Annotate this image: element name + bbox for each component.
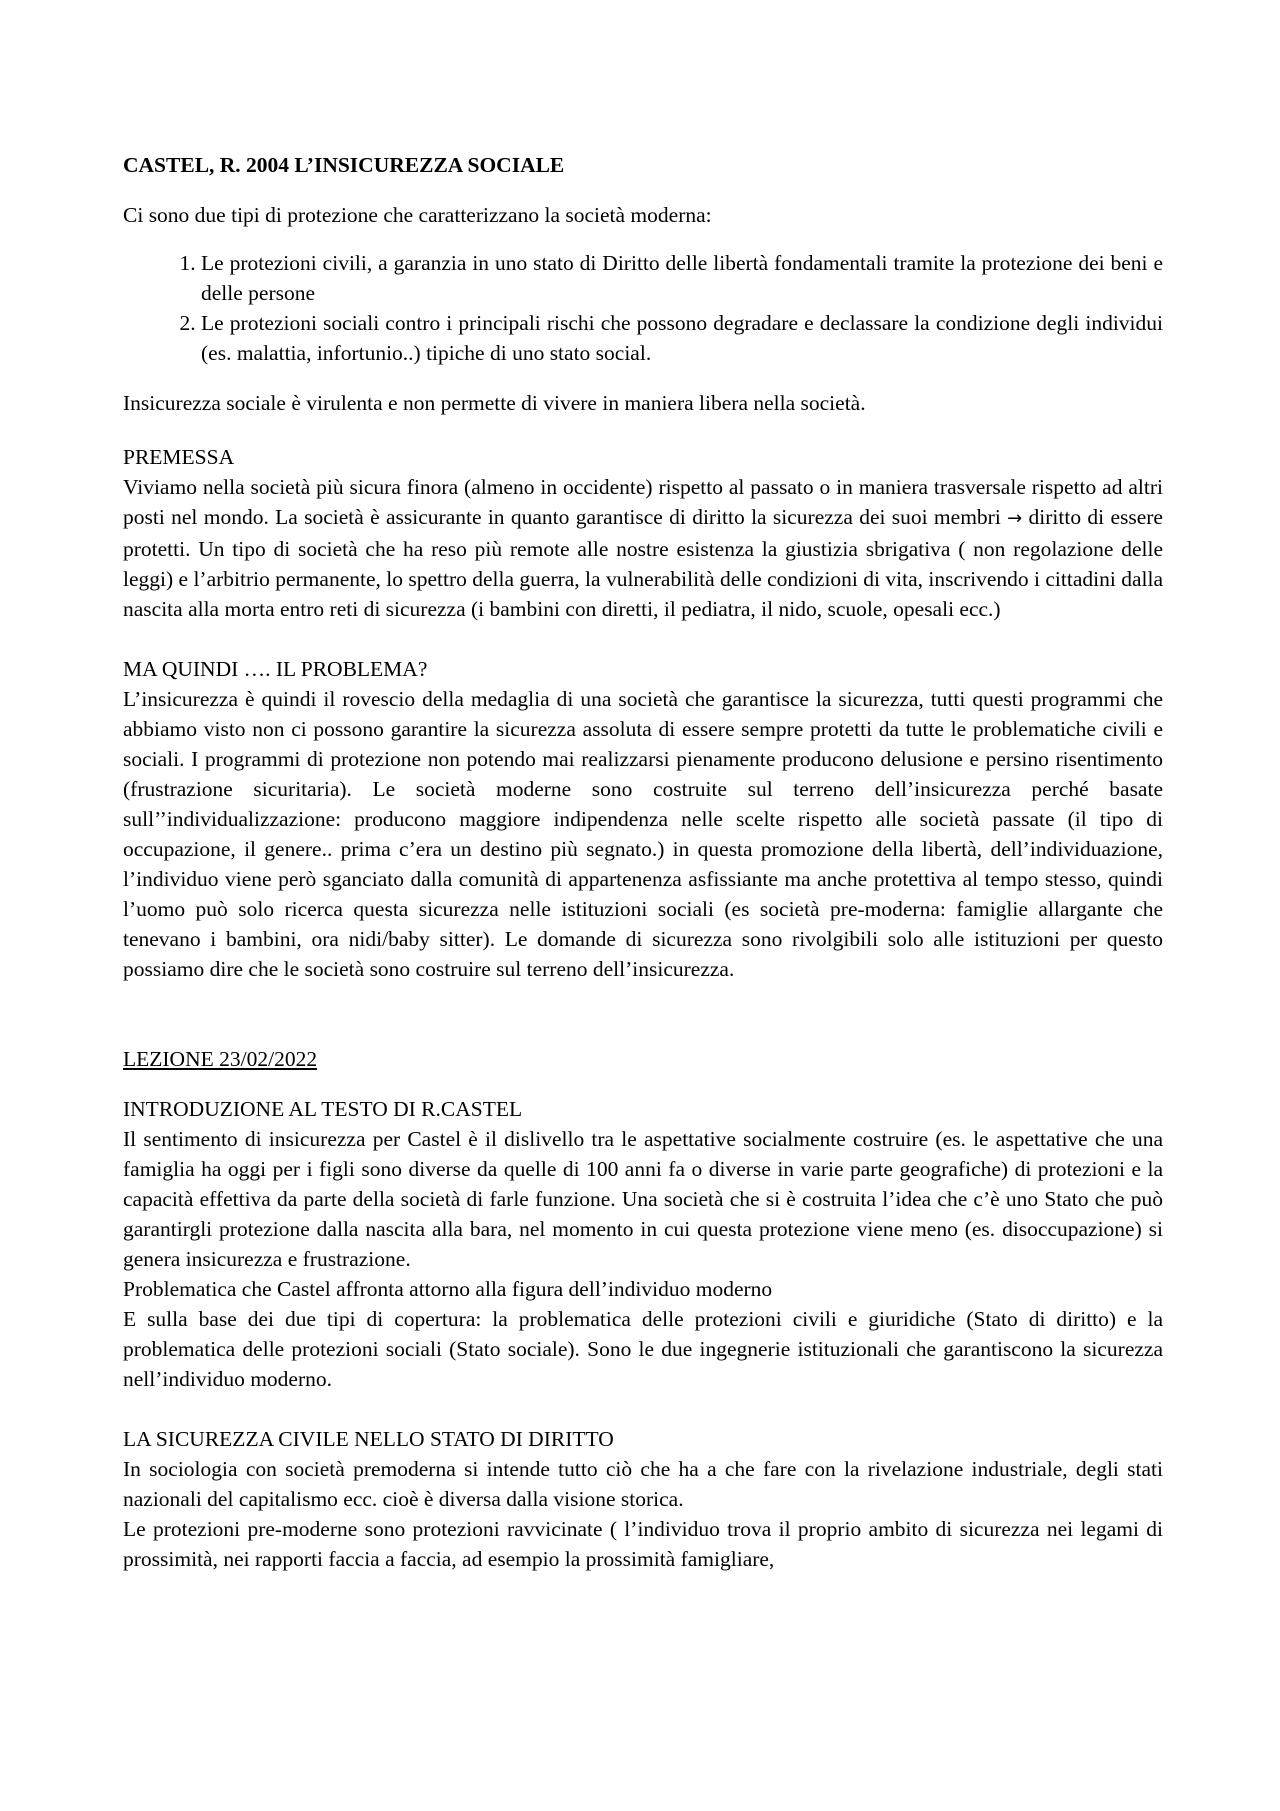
insicurezza-statement: Insicurezza sociale è virulenta e non permette di vivere in maniera libera nella società. [123,391,866,415]
protection-types-list [123,248,1163,368]
section-paragraph: Il sentimento di insicurezza per Castel è il dislivello tra le aspettative socialmente costruire (es. le aspettative che una famiglia ha oggi per i figli sono diverse da quelle di 100 anni fa o diverse in varie parte geografiche) di protezioni e la capacità effettiva da parte della società di farle funzione. Una società che si è costruita l’idea che c’è uno Stato che può garantirgli protezione dalla nascita alla bara, nel momento in cui questa protezione viene meno (es. disoccupazione) si genera insicurezza e frustrazione. [123,1127,1163,1271]
section-paragraph: In sociologia con società premoderna si intende tutto ciò che ha a che fare con la rivelazione industriale, degli stati nazionali del capitalismo ecc. cioè è diversa dalla visione storica. [123,1457,1163,1511]
section-paragraph: L’insicurezza è quindi il rovescio della medaglia di una società che garantisce la sicurezza, tutti questi programmi che abbiamo visto non ci possono garantire la sicurezza assoluta di essere sempre protetti da tutte le problematiche civili e sociali. I programmi di protezione non potendo mai realizzarsi pienamente producono delusione e persino risentimento (frustrazione sicuritaria). Le società moderne sono costruite sul terreno dell’insicurezza perché basate sull’’individualizzazione: producono maggiore indipendenza nelle scelte rispetto alle società passate (il tipo di occupazione, il genere.. prima c’era un destino più segnato.) in questa promozione della libertà, dell’individuazione, l’individuo viene però sganciato dalla comunità di appartenenza asfissiante ma anche protettiva al tempo stesso, quindi l’uomo può solo ricerca questa sicurezza nelle istituzioni sociali (es società pre-moderna: famiglie allargante che tenevano i bambini, ora nidi/baby sitter). Le domande di sicurezza sono rivolgibili solo alle istituzioni per questo possiamo dire che le società sono costruire sul terreno dell’insicurezza. [123,687,1163,981]
section-heading: INTRODUZIONE AL TESTO DI R.CASTEL [123,1097,523,1121]
document-title: CASTEL, R. 2004 L’INSICUREZZA SOCIALE [123,153,565,177]
section-heading: LA SICUREZZA CIVILE NELLO STATO DI DIRITTO [123,1427,614,1451]
section-paragraph: Le protezioni pre-moderne sono protezioni ravvicinate ( l’individuo trova il proprio ambito di sicurezza nei legami di prossimità, nei rapporti faccia a faccia, ad esempio la prossimità famigliare, [123,1517,1163,1571]
section-paragraph [123,472,1163,624]
section-problema [123,654,1163,984]
section-heading: PREMESSA [123,445,235,469]
lesson-date-heading: LEZIONE 23/02/2022 [123,1047,318,1071]
list-item-text: Le protezioni civili, a garanzia in uno stato di Diritto delle libertà fondamentali tramite la protezione dei beni e delle persone [201,251,1163,305]
section-paragraph: Problematica che Castel affronta attorno alla figura dell’individuo moderno [123,1277,773,1301]
intro-paragraph: Ci sono due tipi di protezione che caratterizzano la società moderna: [123,203,712,227]
right-arrow-icon: → [1007,508,1023,529]
spacer [123,1014,1163,1044]
section-introduzione [123,1094,1163,1394]
paragraph-text-part: Viviamo nella società più sicura finora (almeno in occidente) rispetto al passato o in maniera trasversale rispetto ad altri posti nel mondo. La società è assicurante in quanto garantisce di diritto la sicurezza dei suoi membri [123,475,1163,529]
section-sicurezza-civile [123,1424,1163,1574]
list-item [201,248,1163,308]
section-premessa [123,442,1163,624]
paragraph-text-part: diritto di essere protetti. Un tipo di società che ha reso più remote alle nostre esistenza la giustizia sbrigativa ( non regolazione delle leggi) e l’arbitrio permanente, lo spettro della guerra, la vulnerabilità delle condizioni di vita, inscrivendo i cittadini dalla nascita alla morta entro reti di sicurezza (i bambini con diretti, il pediatra, il nido, scuole, opesali ecc.) [123,505,1163,621]
list-item [201,308,1163,368]
list-item-text: Le protezioni sociali contro i principali rischi che possono degradare e declassare la condizione degli individui (es. malattia, infortunio..) tipiche di uno stato social. [201,311,1163,365]
section-heading: MA QUINDI …. IL PROBLEMA? [123,657,428,681]
section-paragraph: E sulla base dei due tipi di copertura: la problematica delle protezioni civili e giuridiche (Stato di diritto) e la problematica delle protezioni sociali (Stato sociale). Sono le due ingegnerie istituzionali che garantiscono la sicurezza nell’individuo moderno. [123,1307,1163,1391]
document-page [123,150,1163,1604]
